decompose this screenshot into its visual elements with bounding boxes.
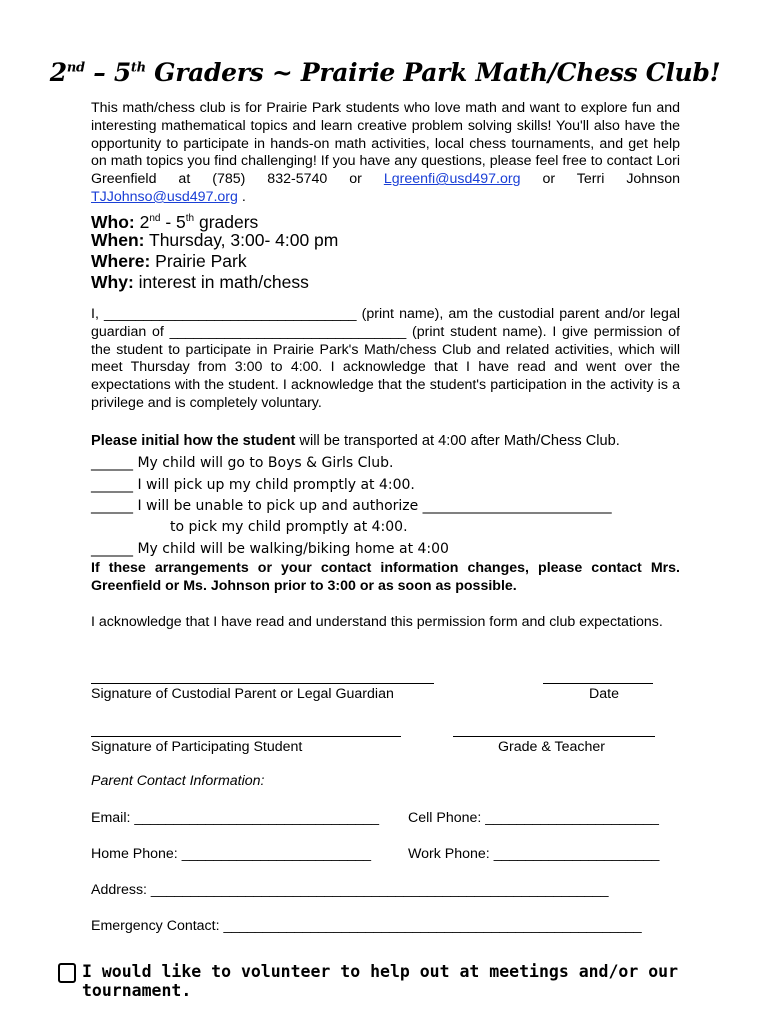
when-line: When: Thursday, 3:00- 4:00 pm (91, 230, 339, 250)
email-link-greenfield[interactable]: Lgreenfi@usd497.org (383, 171, 521, 188)
home-phone-field[interactable]: Home Phone: ________________________ (91, 846, 372, 862)
who-line: Who: 2nd - 5th graders (91, 211, 259, 232)
date-line[interactable] (543, 683, 653, 684)
acknowledge-paragraph: I acknowledge that I have read and understand this permission form and club expectations. (91, 614, 663, 630)
contact-heading: Parent Contact Information: (91, 773, 265, 789)
grade-teacher-label: Grade & Teacher (498, 739, 605, 755)
why-line: Why: interest in math/chess (91, 272, 309, 292)
work-phone-field[interactable]: Work Phone: _____________________ (408, 846, 660, 862)
intro-paragraph: This math/chess club is for Prairie Park students who love math and want to explore fun and interesting mathematical topics and learn creative problem solving skills! You'll also have the opportunity to participate in hands-on math activities, local chess tournaments, and get help on math topics you find challenging! If you have any questions, please feel free to contact Lori Greenfield at (785) 832-5740 or Lgreenfi@usd497.org or Terri Johnson TJJohnso@usd497.org . (91, 100, 680, 205)
notice-paragraph: If these arrangements or your contact information changes, please contact Mrs. Greenfield or Ms. Johnson prior to 3:00 or as soon as possible. (91, 560, 680, 594)
parent-signature-label: Signature of Custodial Parent or Legal Guardian (91, 686, 394, 702)
student-signature-line[interactable] (91, 736, 401, 737)
where-line: Where: Prairie Park (91, 251, 247, 271)
parent-signature-line[interactable] (91, 683, 434, 684)
page-title: 2nd – 5th Graders ~ Prairie Park Math/Chess Club! (49, 58, 721, 87)
volunteer-label: I would like to volunteer to help out at meetings and/or our tournament. (82, 962, 679, 1000)
transport-instruction: Please initial how the student will be transported at 4:00 after Math/Chess Club. (91, 433, 620, 449)
grade-teacher-line[interactable] (453, 736, 655, 737)
email-field[interactable]: Email: _______________________________ (91, 810, 379, 826)
email-link-johnson[interactable]: TJJohnso@usd497.org (91, 188, 238, 205)
transport-option-walking[interactable]: ______ My child will be walking/biking home at 4:00 (91, 541, 449, 557)
address-field[interactable]: Address: __________________________________________________________ (91, 882, 609, 898)
permission-paragraph: I, ________________________________ (print name), am the custodial parent and/or legal guardian of ______________________________ (print student name). I give permission of the student to participate in Prairie Park's Math/chess Club and related activities, which will meet Thursday from 3:00 to 4:00. I acknowledge that I have read and went over the expectations with the student. I acknowledge that the student's participation in the activity is a privilege and is completely voluntary. (91, 306, 680, 411)
transport-option-authorize-cont: to pick my child promptly at 4:00. (170, 519, 408, 535)
transport-option-pickup[interactable]: ______ I will pick up my child promptly at 4:00. (91, 477, 415, 493)
cell-phone-field[interactable]: Cell Phone: ______________________ (408, 810, 659, 826)
transport-option-boys-girls-club[interactable]: ______ My child will go to Boys & Girls Club. (91, 455, 394, 471)
student-signature-label: Signature of Participating Student (91, 739, 303, 755)
transport-option-authorize[interactable]: ______ I will be unable to pick up and authorize ___________________________ (91, 498, 612, 514)
emergency-contact-field[interactable]: Emergency Contact: _____________________________________________________ (91, 918, 642, 934)
date-label: Date (589, 686, 619, 702)
volunteer-checkbox[interactable] (58, 963, 76, 983)
